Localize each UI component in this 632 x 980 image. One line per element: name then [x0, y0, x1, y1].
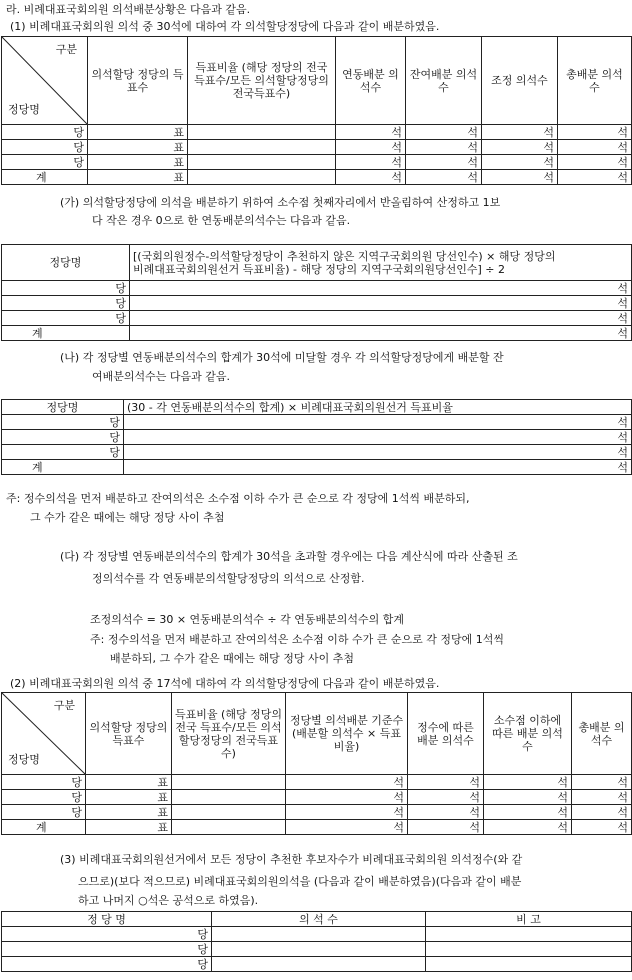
seat-cell: 석	[482, 140, 558, 155]
s3-header-seats: 의 석 수	[212, 912, 426, 927]
note-ju2-line2: 배분하되, 그 수가 같은 때에는 해당 정당 사이 추첨	[110, 652, 354, 665]
table-row	[2, 790, 632, 805]
ratio-cell	[172, 805, 286, 820]
seat-cell: 석	[484, 775, 572, 790]
table-row	[2, 125, 632, 140]
s1-corner-bottom: 정당명	[8, 103, 40, 116]
s2-header-decimal: 소수점 이하에 따른 배분 의석수	[484, 693, 572, 775]
note-ju1-line2: 그 수가 같은 때에는 해당 정당 사이 추첨	[30, 511, 225, 524]
table-row	[2, 445, 632, 460]
seat-cell: 석	[484, 790, 572, 805]
seat-cell	[212, 927, 426, 942]
seat-cell: 석	[130, 281, 632, 296]
s2-header-total: 총배분 의석수	[572, 693, 632, 775]
votes-cell: 표	[88, 125, 188, 140]
party-name: 당	[2, 942, 212, 957]
t2-header-formula	[130, 245, 632, 281]
s3-header-remarks: 비 고	[426, 912, 632, 927]
seat-cell: 석	[408, 820, 484, 835]
party-name: 당	[2, 281, 130, 296]
s3-seats-table	[1, 911, 632, 972]
table-row	[2, 775, 632, 790]
party-name: 당	[2, 155, 88, 170]
seat-cell: 석	[482, 170, 558, 185]
table-row	[2, 415, 632, 430]
seat-cell: 석	[124, 460, 632, 475]
remarks-cell	[426, 942, 632, 957]
table-row	[2, 942, 632, 957]
seat-cell: 석	[124, 430, 632, 445]
seat-cell: 석	[572, 790, 632, 805]
s2-allocation-table	[1, 692, 632, 835]
total-label: 계	[2, 460, 124, 475]
seat-cell: 석	[124, 415, 632, 430]
seat-cell: 석	[336, 125, 406, 140]
seat-cell: 석	[558, 140, 632, 155]
votes-cell: 표	[88, 170, 188, 185]
t2-formula-line1: [(국회의원정수-의석할당정당이 추천하지 않은 지역구국회의원 당선인수) × 해당 정당의	[133, 249, 556, 263]
seat-cell: 석	[406, 140, 482, 155]
seat-cell: 석	[406, 155, 482, 170]
table-row	[2, 805, 632, 820]
section-heading: 라. 비례대표국회의원 의석배분상황은 다음과 같음.	[6, 3, 251, 16]
remarks-cell	[426, 957, 632, 972]
party-name: 당	[2, 805, 86, 820]
seat-cell: 석	[572, 805, 632, 820]
t2-header-name: 정당명	[2, 245, 130, 281]
s2-header-ratio: 득표비율 (해당 정당의 전국 득표수/모든 의석할당정당의 전국득표수)	[172, 693, 286, 775]
ratio-cell	[188, 170, 336, 185]
votes-cell: 표	[88, 155, 188, 170]
s1-allocation-table	[1, 36, 632, 185]
party-name: 당	[2, 311, 130, 326]
s3-intro-line1: (3) 비례대표국회의원선거에서 모든 정당이 추천한 후보자수가 비례대표국회의원 의석정수(와 같	[60, 853, 523, 866]
seat-cell	[212, 942, 426, 957]
total-label: 계	[2, 326, 130, 341]
seat-cell: 석	[482, 125, 558, 140]
table-row	[2, 281, 632, 296]
seat-cell: 석	[558, 125, 632, 140]
seat-cell: 석	[336, 140, 406, 155]
seat-cell: 석	[124, 445, 632, 460]
s1-header-linked: 연동배분 의석수	[336, 37, 406, 125]
s1-header-ratio: 득표비율 (해당 정당의 전국 득표수/모든 의석할당정당의 전국득표수)	[188, 37, 336, 125]
s1-corner-cell	[2, 37, 88, 125]
t3-header-name: 정당명	[2, 400, 124, 415]
ratio-cell	[188, 140, 336, 155]
s3-intro-line3: 하고 나머지 ○석은 공석으로 하였음).	[78, 894, 259, 907]
table-row	[2, 140, 632, 155]
seat-cell: 석	[336, 155, 406, 170]
seat-cell: 석	[406, 170, 482, 185]
note-da-line1: (다) 각 정당별 연동배분의석수의 합계가 30석을 초과할 경우에는 다음 계산식에 따라 산출된 조	[60, 550, 518, 563]
s1-header-total: 총배분 의석수	[558, 37, 632, 125]
seat-cell: 석	[484, 820, 572, 835]
party-name: 당	[2, 140, 88, 155]
s3-header-name: 정 당 명	[2, 912, 212, 927]
s2-corner-bottom: 정당명	[8, 753, 40, 766]
party-name: 당	[2, 415, 124, 430]
seat-cell: 석	[482, 155, 558, 170]
seat-cell: 석	[286, 775, 408, 790]
t2-formula-line2: 비례대표국회의원선거 득표비율) - 해당 정당의 지역구국회의원당선인수] ÷ 2	[133, 262, 506, 276]
seat-cell: 석	[484, 805, 572, 820]
note-ga-line1: (가) 의석할당정당에 의석을 배분하기 위하여 소수점 첫째자리에서 반올림하여 산정하고 1보	[60, 196, 501, 209]
party-name: 당	[2, 125, 88, 140]
party-name: 당	[2, 957, 212, 972]
s3-intro-line2: 으므로)(보다 적으므로) 비례대표국회의원의석을 (다음과 같이 배분하였음)(다음과 같이 배분	[78, 875, 522, 888]
seat-cell: 석	[572, 775, 632, 790]
remarks-cell	[426, 927, 632, 942]
party-name: 당	[2, 296, 130, 311]
s2-header-integer: 정수에 따른 배분 의석수	[408, 693, 484, 775]
ratio-cell	[188, 155, 336, 170]
total-label: 계	[2, 170, 88, 185]
seat-cell: 석	[130, 311, 632, 326]
seat-cell: 석	[130, 326, 632, 341]
s1-linked-seats-table	[1, 244, 632, 341]
s1-residual-seats-table	[1, 399, 632, 475]
votes-cell: 표	[88, 140, 188, 155]
s1-header-residual: 잔여배분 의석수	[406, 37, 482, 125]
s2-corner-cell	[2, 693, 86, 775]
votes-cell: 표	[86, 805, 172, 820]
note-ju1-line1: 주: 정수의석을 먼저 배분하고 잔여의석은 소수점 이하 수가 큰 순으로 각 정당에 1석씩 배분하되,	[6, 492, 470, 505]
party-name: 당	[2, 790, 86, 805]
note-da-line2: 정의석수를 각 연동배분의석할당정당의 의석으로 산정함.	[92, 572, 365, 585]
party-name: 당	[2, 430, 124, 445]
s2-header-votes: 의석할당 정당의 득표수	[86, 693, 172, 775]
table-row	[2, 296, 632, 311]
table-row-total	[2, 460, 632, 475]
seat-cell: 석	[558, 170, 632, 185]
s2-header-basis: 정당별 의석배분 기준수 (배분할 의석수 × 득표비율)	[286, 693, 408, 775]
seat-cell: 석	[408, 790, 484, 805]
table-row	[2, 957, 632, 972]
t3-header-formula: (30 - 각 연동배분의석수의 합계) × 비례대표국회의원선거 득표비율	[124, 400, 632, 415]
note-na-line1: (나) 각 정당별 연동배분의석수의 합계가 30석에 미달할 경우 각 의석할당정당에게 배분할 잔	[60, 351, 504, 364]
ratio-cell	[172, 790, 286, 805]
seat-cell: 석	[406, 125, 482, 140]
s2-intro: (2) 비례대표국회의원 의석 중 17석에 대하여 각 의석할당정당에 다음과 같이 배분하였음.	[10, 677, 440, 690]
table-row-total	[2, 820, 632, 835]
seat-cell: 석	[336, 170, 406, 185]
ratio-cell	[172, 775, 286, 790]
table-row	[2, 311, 632, 326]
votes-cell: 표	[86, 820, 172, 835]
note-ju2-line1: 주: 정수의석을 먼저 배분하고 잔여의석은 소수점 이하 수가 큰 순으로 각 정당에 1석씩	[90, 633, 504, 646]
seat-cell: 석	[572, 820, 632, 835]
ratio-cell	[172, 820, 286, 835]
table-row	[2, 155, 632, 170]
s2-corner-top: 구분	[53, 699, 75, 712]
party-name: 당	[2, 445, 124, 460]
table-row-total	[2, 170, 632, 185]
formula-adjust: 조정의석수 = 30 × 연동배분의석수 ÷ 각 연동배분의석수의 합계	[90, 613, 405, 626]
party-name: 당	[2, 927, 212, 942]
s1-header-votes: 의석할당 정당의 득표수	[88, 37, 188, 125]
table-row	[2, 430, 632, 445]
s1-intro: (1) 비례대표국회의원 의석 중 30석에 대하여 각 의석할당정당에 다음과 같이 배분하였음.	[10, 20, 440, 33]
votes-cell: 표	[86, 790, 172, 805]
seat-cell: 석	[558, 155, 632, 170]
note-na-line2: 여배분의석수는 다음과 같음.	[92, 370, 231, 383]
total-label: 계	[2, 820, 86, 835]
seat-cell: 석	[286, 805, 408, 820]
seat-cell: 석	[408, 805, 484, 820]
note-ga-line2: 다 작은 경우 0으로 한 연동배분의석수는 다음과 같음.	[92, 214, 351, 227]
table-row-total	[2, 326, 632, 341]
s1-corner-top: 구분	[55, 43, 77, 56]
seat-cell: 석	[408, 775, 484, 790]
ratio-cell	[188, 125, 336, 140]
votes-cell: 표	[86, 775, 172, 790]
seat-cell: 석	[130, 296, 632, 311]
party-name: 당	[2, 775, 86, 790]
seat-cell: 석	[286, 820, 408, 835]
seat-cell: 석	[286, 790, 408, 805]
seat-cell	[212, 957, 426, 972]
table-row	[2, 927, 632, 942]
s1-header-adjusted: 조정 의석수	[482, 37, 558, 125]
